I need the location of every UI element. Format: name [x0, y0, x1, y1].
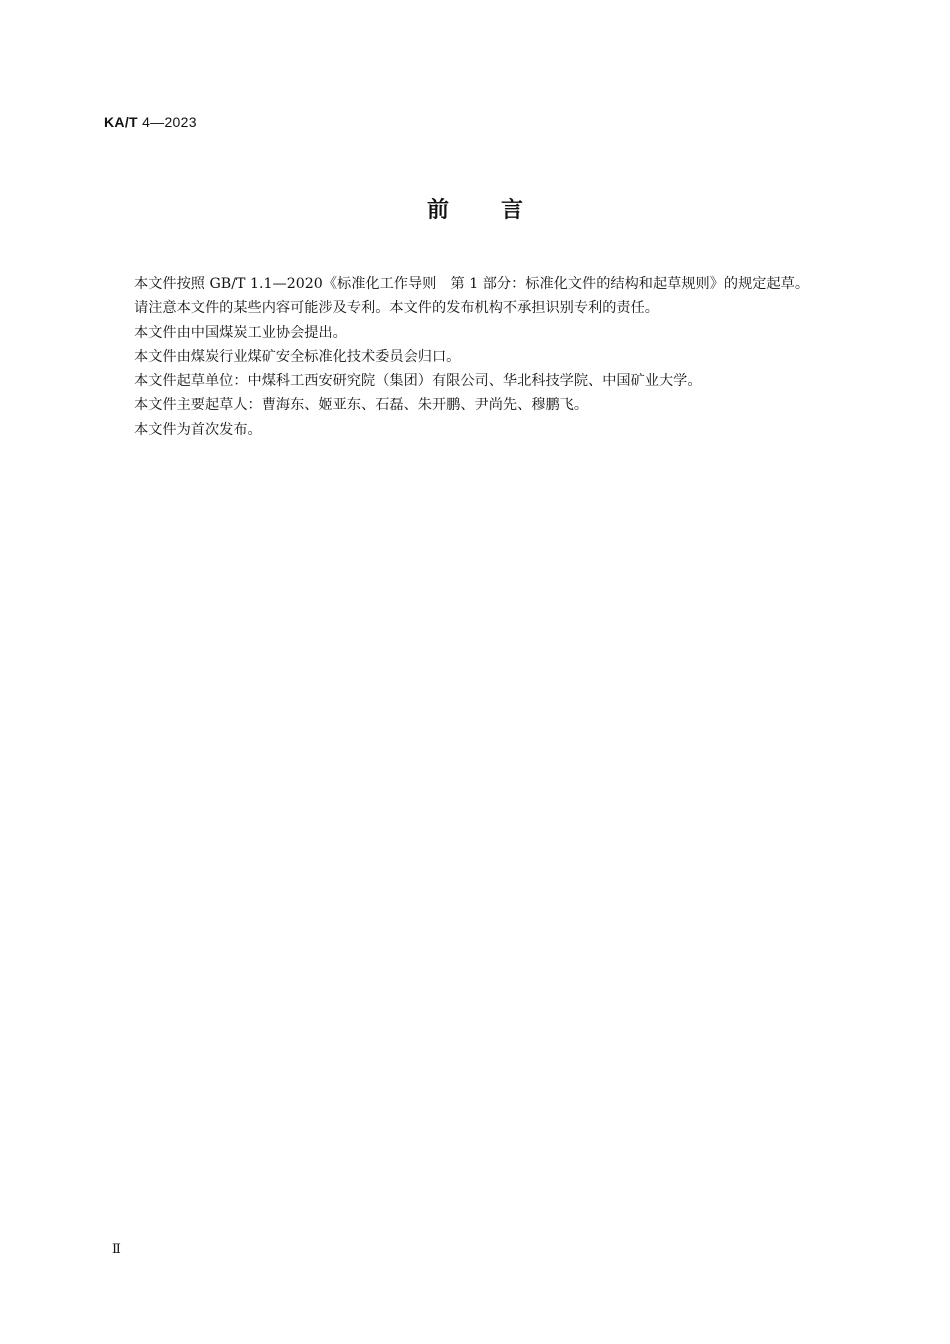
document-code-prefix: KA/T: [104, 114, 138, 130]
page-number: Ⅱ: [112, 1242, 121, 1257]
paragraph-proposer: 本文件由中国煤炭工业协会提出。: [134, 324, 347, 341]
paragraph-drafting-rules: 本文件按照 GB/T 1.1—2020《标准化工作导则 第 1 部分：标准化文件的结构和起草规则》的规定起草。: [134, 276, 810, 292]
document-code: [104, 114, 197, 130]
paragraph-first-release: 本文件为首次发布。: [134, 421, 262, 438]
page-title: 前言: [426, 198, 575, 223]
paragraph-drafting-units: 本文件起草单位：中煤科工西安研究院（集团）有限公司、华北科技学院、中国矿业大学。: [134, 373, 702, 390]
paragraph-committee: 本文件由煤炭行业煤矿安全标准化技术委员会归口。: [134, 348, 461, 365]
foreword-body: [104, 272, 848, 442]
document-code-number: 4—2023: [142, 114, 197, 130]
paragraph-patent-notice: 请注意本文件的某些内容可能涉及专利。本文件的发布机构不承担识别专利的责任。: [134, 300, 659, 317]
paragraph-drafters: 本文件主要起草人：曹海东、姬亚东、石磊、朱开鹏、尹尚先、穆鹏飞。: [134, 397, 589, 414]
